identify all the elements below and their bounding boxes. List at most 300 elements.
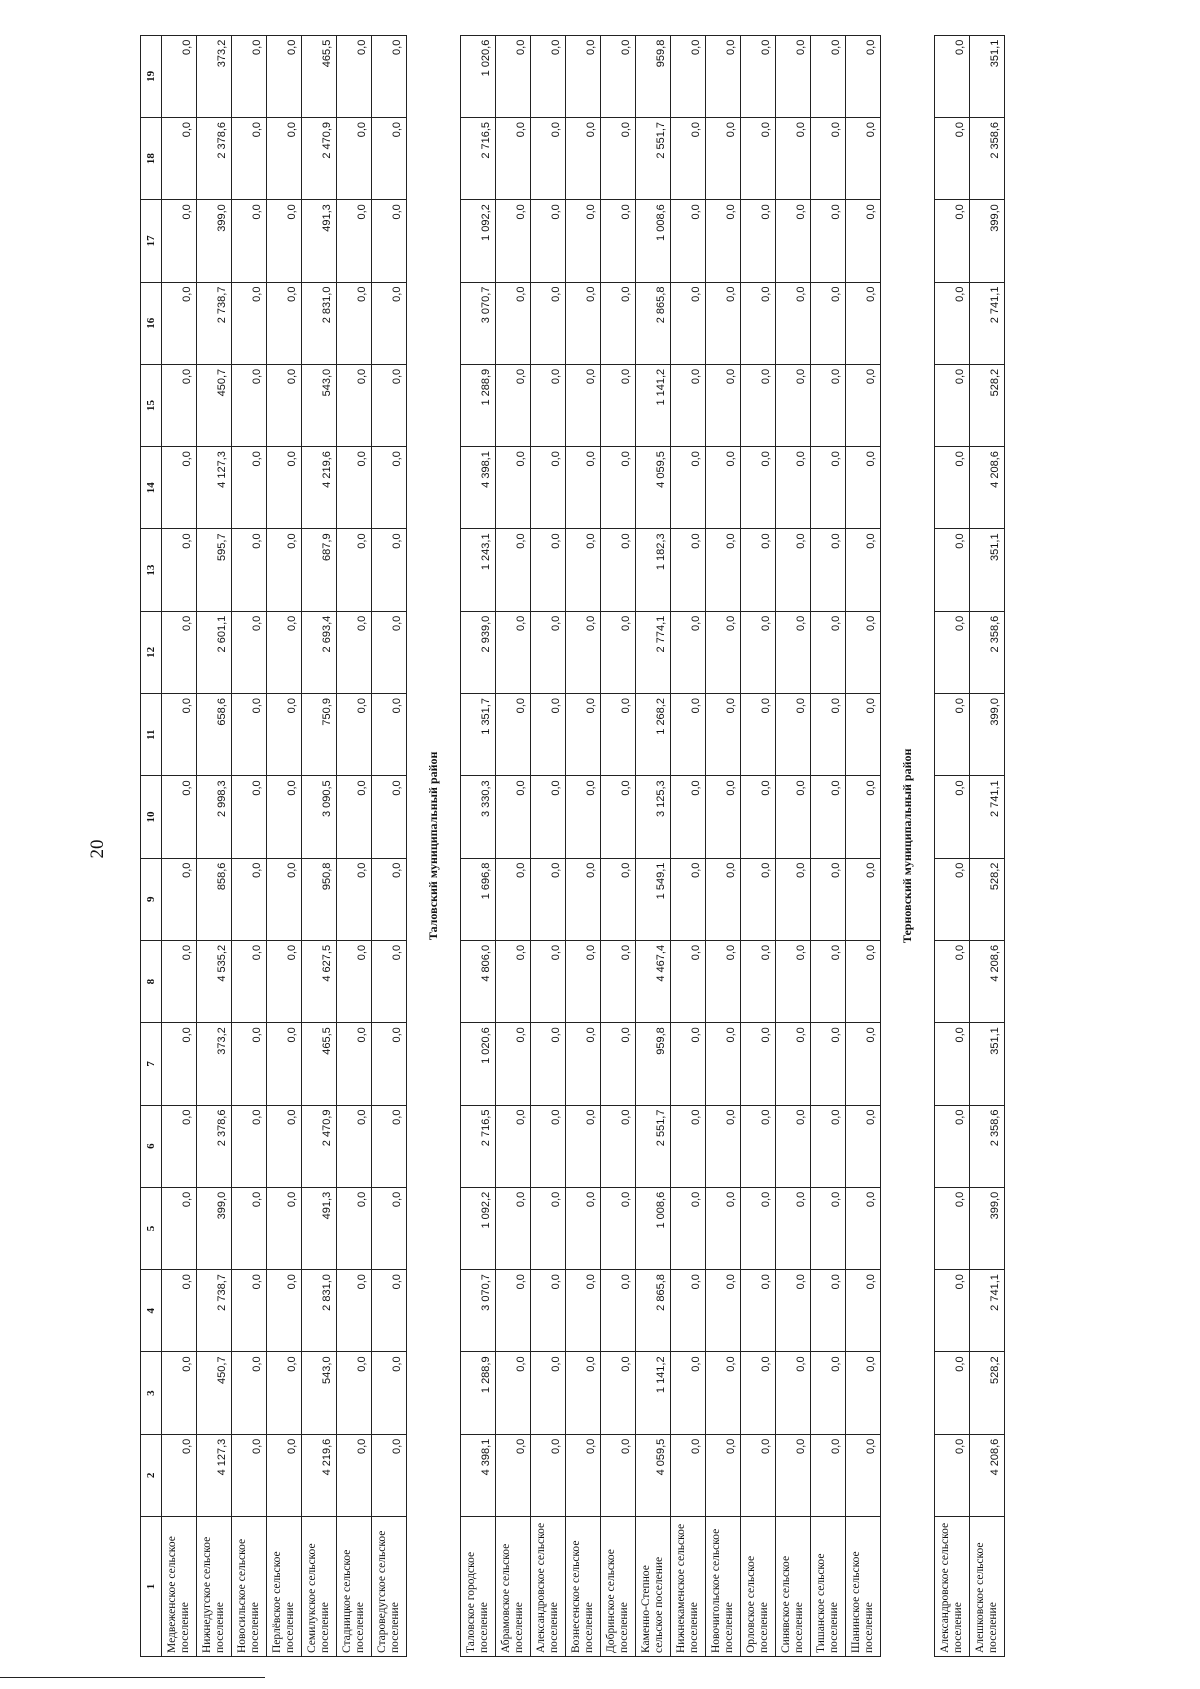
value-cell: 0,0 (935, 1105, 970, 1187)
value-cell: 0,0 (601, 776, 636, 858)
value-cell: 4 208,6 (970, 1434, 1005, 1516)
value-cell: 0,0 (935, 200, 970, 282)
value-cell: 0,0 (337, 1434, 372, 1516)
value-cell: 0,0 (496, 364, 531, 446)
value-cell: 0,0 (162, 1105, 197, 1187)
value-cell: 0,0 (566, 1434, 601, 1516)
value-cell: 0,0 (935, 117, 970, 199)
value-cell: 0,0 (776, 776, 811, 858)
value-cell: 0,0 (162, 1023, 197, 1105)
value-cell: 0,0 (232, 776, 267, 858)
value-cell: 0,0 (846, 529, 881, 611)
value-cell: 0,0 (671, 529, 706, 611)
value-cell: 0,0 (531, 1352, 566, 1434)
value-cell: 0,0 (267, 1023, 302, 1105)
settlement-name: Таловское городское поселение (461, 1517, 496, 1657)
value-cell: 0,0 (267, 1105, 302, 1187)
settlement-name: Орловское сельское поселение (741, 1517, 776, 1657)
value-cell: 0,0 (372, 1187, 407, 1269)
value-cell: 0,0 (267, 364, 302, 446)
value-cell: 543,0 (302, 364, 337, 446)
settlement-name: Шанинское сельское поселение (846, 1517, 881, 1657)
value-cell: 0,0 (372, 200, 407, 282)
value-cell: 0,0 (496, 1187, 531, 1269)
value-cell: 0,0 (706, 447, 741, 529)
value-cell: 0,0 (162, 1352, 197, 1434)
value-cell: 0,0 (846, 940, 881, 1022)
value-cell: 0,0 (706, 282, 741, 364)
value-cell: 950,8 (302, 858, 337, 940)
value-cell: 0,0 (162, 858, 197, 940)
value-cell: 0,0 (337, 282, 372, 364)
value-cell: 0,0 (671, 447, 706, 529)
table-row (197, 35, 232, 1656)
value-cell: 0,0 (601, 200, 636, 282)
value-cell: 0,0 (935, 35, 970, 117)
value-cell: 0,0 (706, 940, 741, 1022)
column-number: 11 (141, 694, 162, 776)
value-cell: 0,0 (601, 282, 636, 364)
column-number: 5 (141, 1187, 162, 1269)
value-cell: 1 020,6 (461, 1023, 496, 1105)
value-cell: 0,0 (671, 200, 706, 282)
value-cell: 0,0 (162, 940, 197, 1022)
page-number: 20 (87, 839, 108, 859)
value-cell: 2 716,5 (461, 117, 496, 199)
value-cell: 0,0 (496, 529, 531, 611)
value-cell: 0,0 (776, 1434, 811, 1516)
value-cell: 0,0 (566, 1187, 601, 1269)
value-cell: 0,0 (531, 694, 566, 776)
value-cell: 0,0 (706, 1352, 741, 1434)
value-cell: 0,0 (496, 940, 531, 1022)
value-cell: 0,0 (496, 1270, 531, 1352)
value-cell: 1 351,7 (461, 694, 496, 776)
value-cell: 0,0 (811, 1434, 846, 1516)
value-cell: 351,1 (970, 35, 1005, 117)
value-cell: 0,0 (372, 694, 407, 776)
value-cell: 0,0 (776, 282, 811, 364)
value-cell: 0,0 (601, 364, 636, 446)
value-cell: 959,8 (636, 1023, 671, 1105)
settlement-name: Тишанское сельское поселение (811, 1517, 846, 1657)
value-cell: 0,0 (846, 1270, 881, 1352)
value-cell: 0,0 (337, 1270, 372, 1352)
column-number: 12 (141, 611, 162, 693)
value-cell: 0,0 (706, 1105, 741, 1187)
value-cell: 0,0 (531, 1434, 566, 1516)
value-cell: 0,0 (337, 117, 372, 199)
value-cell: 2 865,8 (636, 282, 671, 364)
value-cell: 0,0 (566, 35, 601, 117)
value-cell: 528,2 (970, 1352, 1005, 1434)
section-heading-row (881, 35, 935, 1656)
value-cell: 0,0 (671, 694, 706, 776)
value-cell: 4 535,2 (197, 940, 232, 1022)
value-cell: 3 330,3 (461, 776, 496, 858)
value-cell: 0,0 (811, 35, 846, 117)
value-cell: 1 696,8 (461, 858, 496, 940)
value-cell: 0,0 (496, 35, 531, 117)
value-cell: 4 208,6 (970, 940, 1005, 1022)
table-row (636, 35, 671, 1656)
table-row (846, 35, 881, 1656)
value-cell: 0,0 (846, 364, 881, 446)
settlement-name: Синявское сельское поселение (776, 1517, 811, 1657)
column-number: 6 (141, 1105, 162, 1187)
column-number: 13 (141, 529, 162, 611)
table-row (706, 35, 741, 1656)
value-cell: 0,0 (531, 1270, 566, 1352)
value-cell: 0,0 (935, 776, 970, 858)
value-cell: 0,0 (372, 1270, 407, 1352)
value-cell: 0,0 (566, 1270, 601, 1352)
value-cell: 0,0 (232, 117, 267, 199)
value-cell: 0,0 (846, 35, 881, 117)
value-cell: 0,0 (337, 694, 372, 776)
value-cell: 0,0 (706, 1023, 741, 1105)
column-number: 1 (141, 1517, 162, 1657)
value-cell: 0,0 (232, 1105, 267, 1187)
value-cell: 0,0 (372, 858, 407, 940)
table-row (496, 35, 531, 1656)
value-cell: 0,0 (811, 117, 846, 199)
value-cell: 0,0 (846, 1023, 881, 1105)
value-cell: 373,2 (197, 1023, 232, 1105)
value-cell: 2 358,6 (970, 611, 1005, 693)
value-cell: 0,0 (337, 447, 372, 529)
value-cell: 399,0 (197, 200, 232, 282)
value-cell: 0,0 (706, 529, 741, 611)
value-cell: 0,0 (706, 1270, 741, 1352)
section-heading-row (407, 35, 461, 1656)
value-cell: 399,0 (970, 1187, 1005, 1269)
value-cell: 0,0 (811, 1023, 846, 1105)
value-cell: 0,0 (706, 200, 741, 282)
value-cell: 0,0 (232, 1270, 267, 1352)
value-cell: 0,0 (372, 1105, 407, 1187)
value-cell: 0,0 (566, 858, 601, 940)
value-cell: 0,0 (162, 364, 197, 446)
value-cell: 0,0 (601, 447, 636, 529)
value-cell: 0,0 (162, 200, 197, 282)
value-cell: 0,0 (671, 858, 706, 940)
value-cell: 0,0 (267, 1270, 302, 1352)
value-cell: 0,0 (496, 1352, 531, 1434)
value-cell: 1 092,2 (461, 200, 496, 282)
value-cell: 0,0 (741, 1434, 776, 1516)
value-cell: 0,0 (372, 117, 407, 199)
value-cell: 3 125,3 (636, 776, 671, 858)
value-cell: 0,0 (232, 35, 267, 117)
value-cell: 1 182,3 (636, 529, 671, 611)
value-cell: 4 127,3 (197, 1434, 232, 1516)
value-cell: 0,0 (776, 447, 811, 529)
value-cell: 0,0 (846, 1434, 881, 1516)
value-cell: 0,0 (232, 1434, 267, 1516)
value-cell: 0,0 (267, 529, 302, 611)
value-cell: 0,0 (162, 282, 197, 364)
value-cell: 0,0 (232, 1023, 267, 1105)
value-cell: 0,0 (776, 1023, 811, 1105)
settlement-name: Добринское сельское поселение (601, 1517, 636, 1657)
value-cell: 0,0 (671, 1270, 706, 1352)
value-cell: 0,0 (337, 1187, 372, 1269)
value-cell: 0,0 (337, 529, 372, 611)
value-cell: 0,0 (566, 776, 601, 858)
value-cell: 0,0 (566, 200, 601, 282)
value-cell: 0,0 (337, 940, 372, 1022)
value-cell: 0,0 (741, 35, 776, 117)
value-cell: 2 378,6 (197, 1105, 232, 1187)
value-cell: 0,0 (811, 694, 846, 776)
value-cell: 0,0 (671, 776, 706, 858)
value-cell: 0,0 (811, 529, 846, 611)
value-cell: 0,0 (706, 35, 741, 117)
value-cell: 1 268,2 (636, 694, 671, 776)
value-cell: 0,0 (671, 611, 706, 693)
value-cell: 658,6 (197, 694, 232, 776)
value-cell: 0,0 (232, 694, 267, 776)
value-cell: 0,0 (846, 611, 881, 693)
value-cell: 0,0 (372, 35, 407, 117)
rotated-page-content (140, 35, 1005, 1657)
value-cell: 2 716,5 (461, 1105, 496, 1187)
value-cell: 0,0 (372, 529, 407, 611)
value-cell: 0,0 (776, 1105, 811, 1187)
value-cell: 0,0 (531, 282, 566, 364)
value-cell: 0,0 (267, 282, 302, 364)
value-cell: 0,0 (706, 858, 741, 940)
value-cell: 0,0 (846, 1187, 881, 1269)
value-cell: 3 070,7 (461, 282, 496, 364)
value-cell: 0,0 (531, 364, 566, 446)
value-cell: 0,0 (531, 1105, 566, 1187)
value-cell: 0,0 (337, 200, 372, 282)
value-cell: 0,0 (162, 776, 197, 858)
value-cell: 1 141,2 (636, 364, 671, 446)
value-cell: 2 741,1 (970, 776, 1005, 858)
value-cell: 0,0 (935, 940, 970, 1022)
settlement-name: Новосильское сельское поселение (232, 1517, 267, 1657)
value-cell: 0,0 (706, 1187, 741, 1269)
value-cell: 0,0 (337, 364, 372, 446)
value-cell: 0,0 (601, 529, 636, 611)
value-cell: 0,0 (741, 364, 776, 446)
value-cell: 959,8 (636, 35, 671, 117)
value-cell: 0,0 (776, 117, 811, 199)
value-cell: 0,0 (935, 447, 970, 529)
value-cell: 0,0 (496, 1105, 531, 1187)
value-cell: 0,0 (372, 1434, 407, 1516)
value-cell: 0,0 (811, 1270, 846, 1352)
value-cell: 0,0 (741, 1270, 776, 1352)
value-cell: 1 008,6 (636, 200, 671, 282)
value-cell: 0,0 (372, 282, 407, 364)
value-cell: 399,0 (970, 200, 1005, 282)
value-cell: 0,0 (935, 1434, 970, 1516)
value-cell: 0,0 (935, 694, 970, 776)
value-cell: 4 059,5 (636, 1434, 671, 1516)
value-cell: 0,0 (741, 1187, 776, 1269)
value-cell: 0,0 (776, 1187, 811, 1269)
value-cell: 0,0 (811, 611, 846, 693)
value-cell: 0,0 (811, 776, 846, 858)
settlement-name: Новочигольское сельское поселение (706, 1517, 741, 1657)
value-cell: 0,0 (671, 364, 706, 446)
value-cell: 0,0 (267, 447, 302, 529)
value-cell: 0,0 (267, 200, 302, 282)
value-cell: 0,0 (846, 200, 881, 282)
settlement-name: Староведугское сельское поселение (372, 1517, 407, 1657)
value-cell: 0,0 (776, 200, 811, 282)
value-cell: 465,5 (302, 1023, 337, 1105)
value-cell: 4 219,6 (302, 1434, 337, 1516)
value-cell: 0,0 (496, 776, 531, 858)
value-cell: 351,1 (970, 1023, 1005, 1105)
value-cell: 0,0 (531, 447, 566, 529)
value-cell: 0,0 (496, 694, 531, 776)
settlement-name: Медвеженское сельское поселение (162, 1517, 197, 1657)
value-cell: 543,0 (302, 1352, 337, 1434)
settlement-name: Абрамовское сельское поселение (496, 1517, 531, 1657)
value-cell: 0,0 (776, 940, 811, 1022)
value-cell: 0,0 (671, 1434, 706, 1516)
value-cell: 4 398,1 (461, 1434, 496, 1516)
value-cell: 0,0 (531, 611, 566, 693)
value-cell: 0,0 (566, 694, 601, 776)
column-number: 15 (141, 364, 162, 446)
value-cell: 2 551,7 (636, 1105, 671, 1187)
table-row (741, 35, 776, 1656)
settlement-name: Алешковское сельское поселение (970, 1517, 1005, 1657)
value-cell: 0,0 (935, 1352, 970, 1434)
value-cell: 1 008,6 (636, 1187, 671, 1269)
value-cell: 2 831,0 (302, 1270, 337, 1352)
value-cell: 0,0 (566, 1352, 601, 1434)
value-cell: 399,0 (970, 694, 1005, 776)
column-number: 2 (141, 1434, 162, 1516)
value-cell: 0,0 (935, 1023, 970, 1105)
value-cell: 4 219,6 (302, 447, 337, 529)
value-cell: 0,0 (935, 1187, 970, 1269)
value-cell: 465,5 (302, 35, 337, 117)
value-cell: 0,0 (566, 529, 601, 611)
value-cell: 0,0 (601, 1105, 636, 1187)
value-cell: 0,0 (162, 694, 197, 776)
value-cell: 2 774,1 (636, 611, 671, 693)
value-cell: 2 470,9 (302, 1105, 337, 1187)
value-cell: 1 288,9 (461, 364, 496, 446)
value-cell: 0,0 (162, 1270, 197, 1352)
settlement-name: Александровское сельское поселение (935, 1517, 970, 1657)
value-cell: 0,0 (846, 858, 881, 940)
value-cell: 450,7 (197, 364, 232, 446)
value-cell: 0,0 (267, 776, 302, 858)
value-cell: 0,0 (162, 35, 197, 117)
value-cell: 0,0 (162, 611, 197, 693)
value-cell: 0,0 (846, 117, 881, 199)
value-cell: 0,0 (372, 776, 407, 858)
value-cell: 399,0 (197, 1187, 232, 1269)
value-cell: 0,0 (741, 1105, 776, 1187)
value-cell: 0,0 (337, 1023, 372, 1105)
value-cell: 0,0 (741, 858, 776, 940)
table-row (531, 35, 566, 1656)
value-cell: 0,0 (776, 35, 811, 117)
value-cell: 0,0 (935, 282, 970, 364)
value-cell: 0,0 (811, 1352, 846, 1434)
value-cell: 0,0 (372, 611, 407, 693)
column-number-header (141, 35, 162, 1656)
column-number: 4 (141, 1270, 162, 1352)
value-cell: 0,0 (372, 1352, 407, 1434)
value-cell: 351,1 (970, 529, 1005, 611)
value-cell: 0,0 (566, 1105, 601, 1187)
value-cell: 0,0 (337, 1352, 372, 1434)
value-cell: 0,0 (531, 1023, 566, 1105)
value-cell: 0,0 (531, 1187, 566, 1269)
value-cell: 0,0 (372, 940, 407, 1022)
value-cell: 0,0 (267, 940, 302, 1022)
value-cell: 0,0 (601, 694, 636, 776)
value-cell: 0,0 (531, 776, 566, 858)
value-cell: 2 831,0 (302, 282, 337, 364)
district-title: Терновский муниципальный район (881, 35, 935, 1656)
value-cell: 0,0 (232, 858, 267, 940)
value-cell: 0,0 (232, 200, 267, 282)
value-cell: 0,0 (232, 1187, 267, 1269)
value-cell: 0,0 (496, 282, 531, 364)
value-cell: 0,0 (741, 1023, 776, 1105)
value-cell: 0,0 (706, 117, 741, 199)
value-cell: 2 741,1 (970, 282, 1005, 364)
value-cell: 0,0 (531, 858, 566, 940)
table-row (566, 35, 601, 1656)
value-cell: 1 288,9 (461, 1352, 496, 1434)
value-cell: 4 208,6 (970, 447, 1005, 529)
value-cell: 0,0 (531, 35, 566, 117)
settlement-name: Каменно-Степное сельское поселение (636, 1517, 671, 1657)
value-cell: 0,0 (935, 1270, 970, 1352)
table-row (337, 35, 372, 1656)
value-cell: 2 738,7 (197, 1270, 232, 1352)
value-cell: 1 243,1 (461, 529, 496, 611)
table-row (302, 35, 337, 1656)
value-cell: 0,0 (935, 529, 970, 611)
settlement-name: Александровское сельское поселение (531, 1517, 566, 1657)
value-cell: 2 741,1 (970, 1270, 1005, 1352)
value-cell: 3 090,5 (302, 776, 337, 858)
value-cell: 0,0 (846, 1352, 881, 1434)
value-cell: 0,0 (601, 1187, 636, 1269)
value-cell: 0,0 (162, 447, 197, 529)
column-number: 10 (141, 776, 162, 858)
column-number: 19 (141, 35, 162, 117)
value-cell: 0,0 (496, 447, 531, 529)
value-cell: 0,0 (811, 364, 846, 446)
column-number: 17 (141, 200, 162, 282)
value-cell: 0,0 (566, 940, 601, 1022)
value-cell: 4 806,0 (461, 940, 496, 1022)
value-cell: 0,0 (671, 1352, 706, 1434)
table-row (970, 35, 1005, 1656)
value-cell: 2 865,8 (636, 1270, 671, 1352)
value-cell: 0,0 (811, 940, 846, 1022)
value-cell: 0,0 (496, 858, 531, 940)
value-cell: 750,9 (302, 694, 337, 776)
value-cell: 0,0 (162, 1187, 197, 1269)
